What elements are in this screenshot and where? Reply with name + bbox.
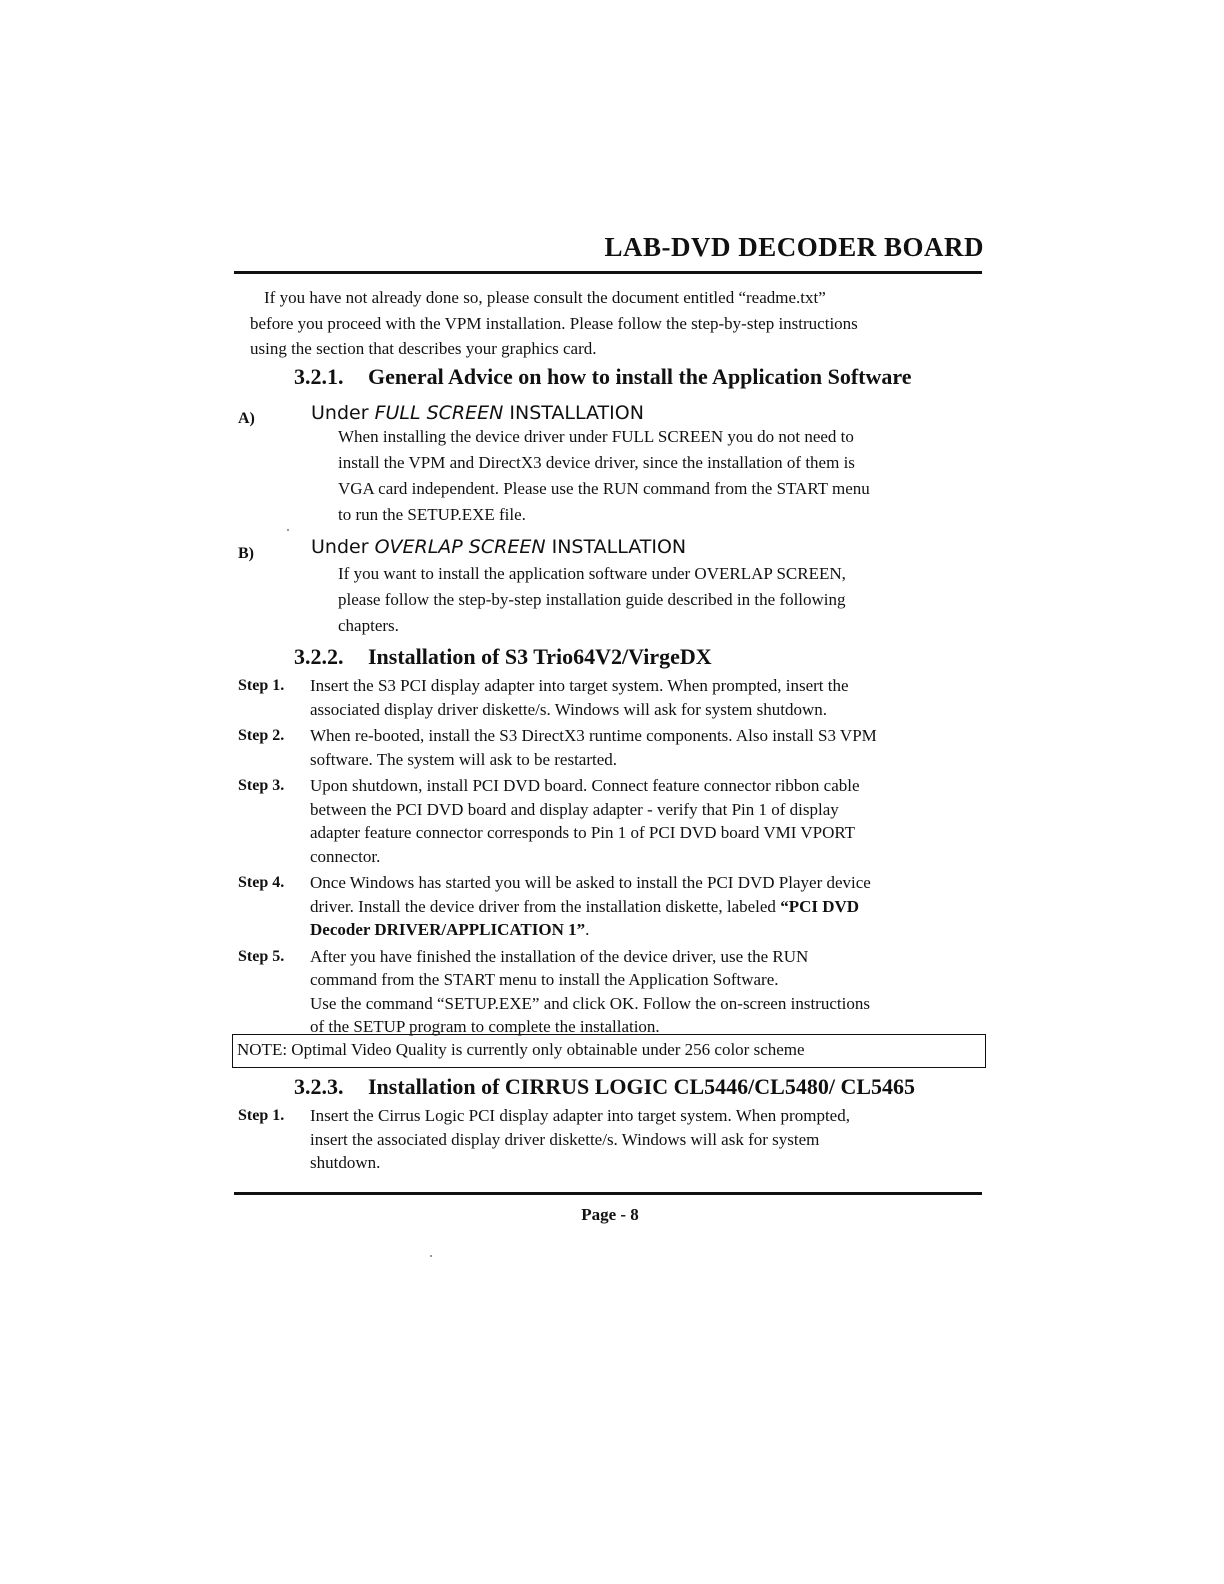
item-label-b: B) bbox=[238, 545, 254, 562]
item-title-full-screen bbox=[311, 402, 644, 424]
item-title-italic: OVERLAP SCREEN bbox=[374, 536, 546, 558]
step-line: connector. bbox=[310, 846, 381, 866]
section-number: 3.2.1. bbox=[294, 364, 344, 389]
scan-speck bbox=[287, 529, 289, 531]
diskette-label-part1: “PCI DVD bbox=[780, 896, 860, 916]
step-item bbox=[238, 945, 983, 1039]
step-line bbox=[310, 918, 983, 942]
step-line: command from the START menu to install the Application Software. bbox=[310, 970, 779, 989]
item-label-a: A) bbox=[238, 410, 255, 427]
step-line: of the SETUP program to complete the installation. bbox=[310, 1017, 660, 1036]
note-text: NOTE: Optimal Video Quality is currently only obtainable under 256 color scheme bbox=[237, 1040, 805, 1059]
note-box bbox=[232, 1034, 986, 1068]
steps-list-cirrus bbox=[238, 1104, 983, 1175]
body-line: chapters. bbox=[338, 616, 399, 635]
section-title: Installation of CIRRUS LOGIC CL5446/CL5480/ CL5465 bbox=[368, 1074, 916, 1099]
step-line: between the PCI DVD board and display adapter - verify that Pin 1 of display bbox=[310, 799, 839, 819]
step-line: After you have finished the installation of the device driver, use the RUN bbox=[310, 946, 809, 966]
step-text: . bbox=[585, 920, 590, 939]
diskette-label-part2: Decoder DRIVER/APPLICATION 1” bbox=[310, 920, 586, 939]
header-rule bbox=[234, 271, 982, 274]
section-number: 3.2.3. bbox=[294, 1074, 344, 1099]
step-line: shutdown. bbox=[310, 1153, 381, 1172]
step-item bbox=[238, 724, 983, 771]
step-line: Once Windows has started you will be asked to install the PCI DVD Player device bbox=[310, 873, 871, 892]
intro-line: If you have not already done so, please consult the document entitled “readme.txt” bbox=[264, 288, 826, 307]
step-label: Step 3. bbox=[238, 777, 285, 794]
section-heading-3-2-3 bbox=[294, 1074, 915, 1100]
body-line: install the VPM and DirectX3 device driver, since the installation of them is bbox=[338, 453, 855, 472]
step-label: Step 5. bbox=[238, 947, 285, 965]
step-label: Step 2. bbox=[238, 727, 285, 744]
intro-paragraph bbox=[250, 285, 980, 362]
step-label: Step 4. bbox=[238, 874, 285, 891]
section-title: General Advice on how to install the Application Software bbox=[368, 364, 912, 389]
body-line: If you want to install the application software under OVERLAP SCREEN, bbox=[338, 564, 846, 583]
body-line: When installing the device driver under FULL SCREEN you do not need to bbox=[338, 427, 854, 446]
step-label: Step 1. bbox=[238, 677, 285, 694]
step-item bbox=[238, 1104, 983, 1175]
step-text: driver. Install the device driver from the installation diskette, labeled bbox=[310, 896, 781, 916]
item-title-prefix: Under bbox=[311, 536, 369, 558]
step-line bbox=[310, 895, 983, 919]
page-number: Page - 8 bbox=[581, 1205, 639, 1224]
step-item bbox=[238, 871, 983, 942]
step-label: Step 1. bbox=[238, 1107, 285, 1124]
item-title-prefix: Under bbox=[311, 402, 369, 424]
step-line: Use the command “SETUP.EXE” and click OK. Follow the on-screen instructions bbox=[310, 993, 870, 1013]
section-heading-3-2-1 bbox=[294, 364, 912, 390]
item-body-full-screen bbox=[338, 424, 978, 528]
step-line: insert the associated display driver diskette/s. Windows will ask for system bbox=[310, 1129, 820, 1149]
step-line: Insert the S3 PCI display adapter into target system. When prompted, insert the bbox=[310, 676, 849, 695]
item-body-overlap-screen bbox=[338, 561, 978, 639]
item-title-suffix: INSTALLATION bbox=[509, 402, 644, 424]
step-line: software. The system will ask to be restarted. bbox=[310, 749, 618, 769]
body-line: please follow the step-by-step installation guide described in the following bbox=[338, 590, 846, 609]
step-line: When re-booted, install the S3 DirectX3 runtime components. Also install S3 VPM bbox=[310, 726, 877, 745]
item-title-suffix: INSTALLATION bbox=[551, 536, 687, 558]
section-heading-3-2-2 bbox=[294, 644, 712, 670]
section-number: 3.2.2. bbox=[294, 644, 344, 669]
page-header-title: LAB-DVD DECODER BOARD bbox=[604, 232, 984, 262]
section-title: Installation of S3 Trio64V2/VirgeDX bbox=[368, 644, 712, 669]
step-item bbox=[238, 674, 983, 721]
step-line: adapter feature connector corresponds to Pin 1 of PCI DVD board VMI VPORT bbox=[310, 823, 856, 842]
item-title-italic: FULL SCREEN bbox=[374, 402, 504, 424]
intro-line: before you proceed with the VPM installation. Please follow the step-by-step instructions bbox=[250, 313, 858, 333]
body-line: VGA card independent. Please use the RUN command from the START menu bbox=[338, 479, 870, 498]
scan-speck bbox=[430, 1255, 432, 1257]
step-line: associated display driver diskette/s. Windows will ask for system shutdown. bbox=[310, 699, 827, 719]
steps-list-s3 bbox=[238, 674, 983, 1039]
footer-rule bbox=[234, 1192, 982, 1195]
step-item bbox=[238, 774, 983, 868]
item-title-overlap-screen bbox=[311, 536, 686, 558]
step-line: Insert the Cirrus Logic PCI display adapter into target system. When prompted, bbox=[310, 1106, 850, 1125]
step-line: Upon shutdown, install PCI DVD board. Connect feature connector ribbon cable bbox=[310, 776, 860, 795]
intro-line: using the section that describes your graphics card. bbox=[250, 339, 597, 358]
body-line: to run the SETUP.EXE file. bbox=[338, 505, 526, 524]
